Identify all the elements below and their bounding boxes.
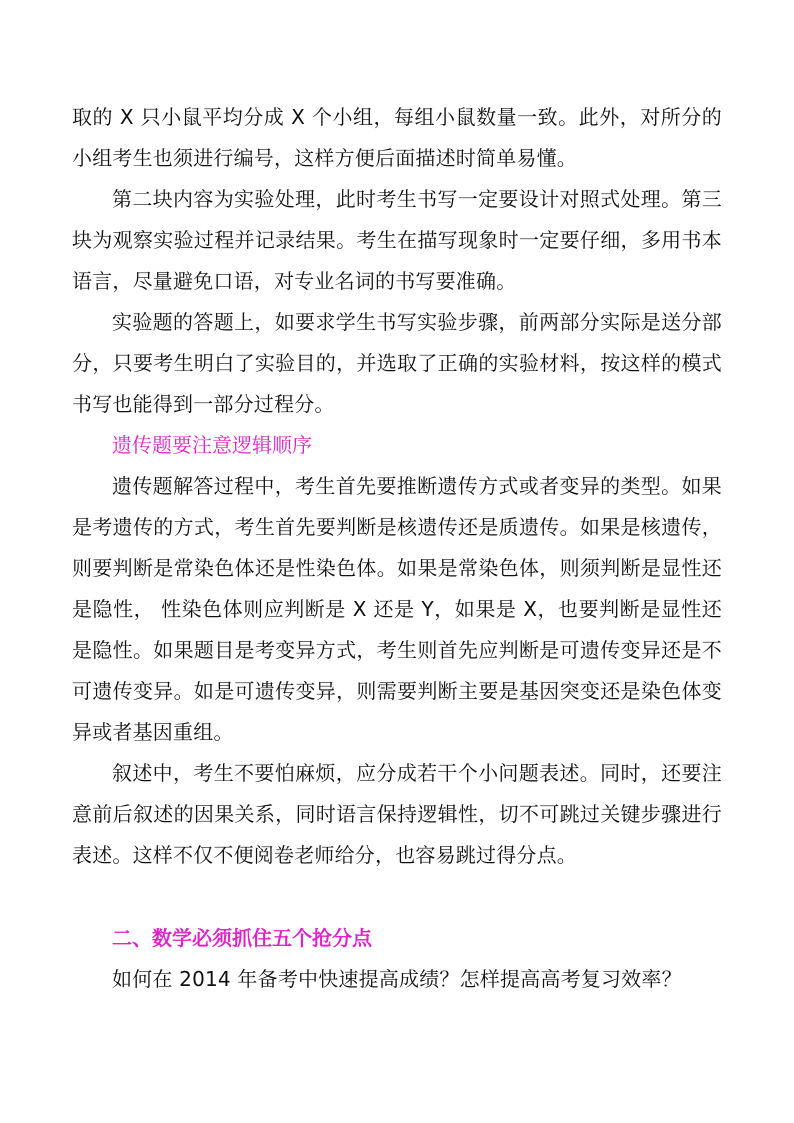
paragraph-question: 如何在 2014 年备考中快速提高成绩？怎样提高高考复习效率？: [112, 967, 682, 991]
paragraph-experiment-steps: 实验题的答题上，如要求学生书写实验步骤，前两部分实际是送分部分，只要考生明白了实验目的，并选取了正确的实验材料，按这样的模式书写也能得到一部分过程分。: [72, 310, 722, 416]
paragraph-genetics-process: 遗传题解答过程中，考生首先要推断遗传方式或者变异的类型。如果是考遗传的方式，考生首先要判断是核遗传还是质遗传。如果是核遗传，则要判断是常染色体还是性染色体。如果是常染色体，则须判断是显性还是隐性， 性染色体则应判断是 X 还是 Y，如果是 X，也要判断是显性还是隐性。如果题目是考变异方式，考生则首先应判断是可遗传变异还是不可遗传变异。如是可遗传变异，则需要判断主要是基因突变还是染色体变异或者基因重组。: [72, 474, 722, 744]
subheading-genetics: 遗传题要注意逻辑顺序: [112, 433, 312, 457]
paragraph-mouse-grouping: 取的 X 只小鼠平均分成 X 个小组，每组小鼠数量一致。此外，对所分的小组考生也须进行编号，这样方便后面描述时简单易懂。: [72, 105, 722, 170]
document-body: [72, 97, 722, 1000]
section-heading-math: 二、数学必须抓住五个抢分点: [112, 926, 372, 950]
paragraph-experiment-processing: 第二块内容为实验处理，此时考生书写一定要设计对照式处理。第三块为观察实验过程并记录结果。考生在描写现象时一定要仔细，多用书本语言，尽量避免口语，对专业名词的书写要准确。: [72, 187, 722, 293]
paragraph-narration: 叙述中，考生不要怕麻烦，应分成若干个小问题表述。同时，还要注意前后叙述的因果关系，同时语言保持逻辑性，切不可跳过关键步骤进行表述。这样不仅不便阅卷老师给分，也容易跳过得分点。: [72, 761, 722, 867]
